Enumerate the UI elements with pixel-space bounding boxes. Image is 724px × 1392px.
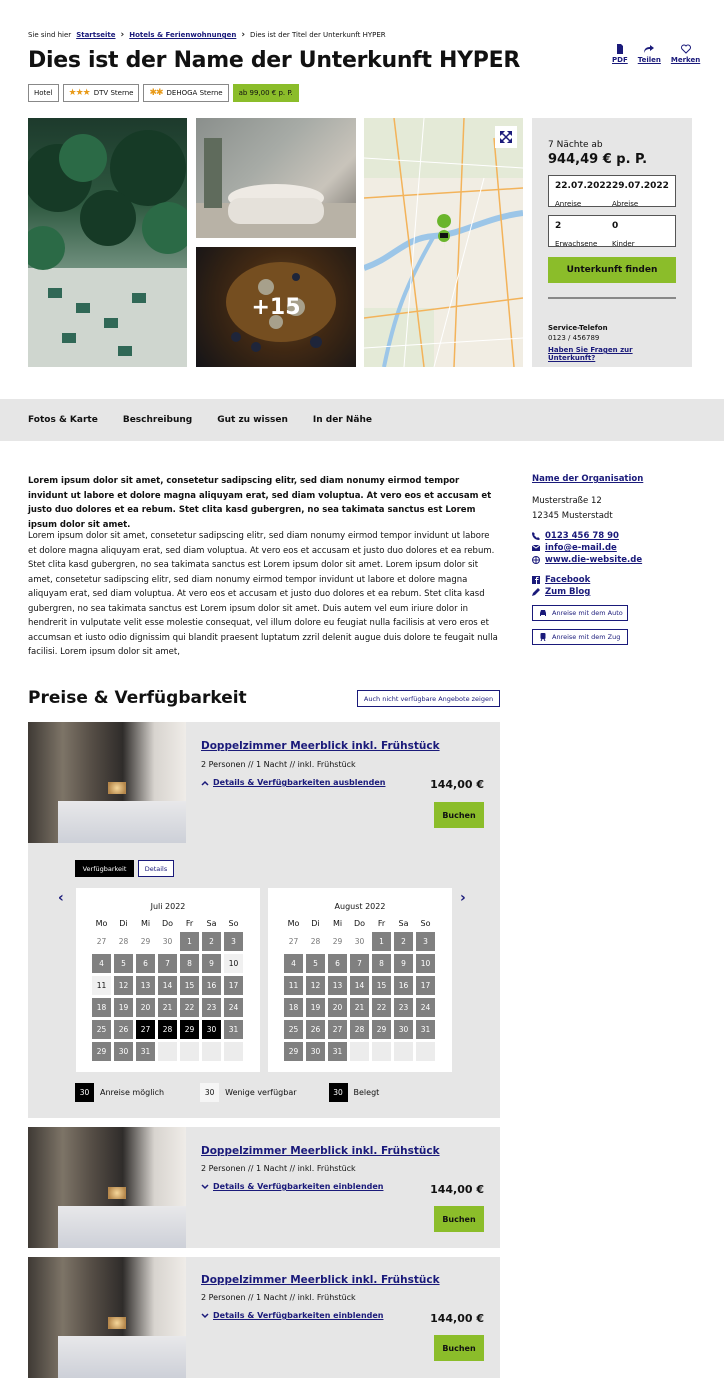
description-text: Lorem ipsum dolor sit amet, consetetur sadipscing elitr, sed diam nonumy eirmod tempor invidunt ut labore et dolore magna aliquyam erat, sed diam voluptua. At vero eos et accusam et justo duo dolores et ea rebum. Stet clita kasd gubergren, no sea takimata sanctus est Lorem ipsum dolor sit amet. Lorem ipsum dolor sit amet, consetetur sadipscing elitr, sed diam nonumy eirmod tempor invidunt ut labore et dolore magna aliquyam erat, sed diam voluptua. At vero eos et accusam et justo duo dolores et ea rebum. Stet clita kasd gubergren, no sea takimata sanctus est Lorem ipsum dolor sit amet. Duis autem vel eum iriure dolor in hendrerit in vulputate velit esse molestie consequat, vel illum dolore eu feugiat nulla facilisis at vero eros et accumsan et iusto odio dignissim qui blandit praesent luptatum zzril delenit augue duis dolore te feugait nulla facilisi. Lorem ipsum dolor sit amet, <box>28 531 498 657</box>
tab-description[interactable]: Beschreibung <box>122 415 193 425</box>
offer-subtitle: 2 Personen // 1 Nacht // inkl. Frühstück <box>201 760 356 769</box>
weekday-label: Di <box>311 919 320 928</box>
book-button[interactable]: Buchen <box>434 802 484 828</box>
children-field[interactable] <box>612 221 669 248</box>
calendar-day[interactable]: 15 <box>372 976 391 995</box>
facebook-link[interactable] <box>532 575 692 585</box>
tab-details[interactable]: Details <box>138 860 174 877</box>
calendar-day <box>180 1042 199 1061</box>
arrival-field[interactable] <box>555 181 612 208</box>
calendar-day: 28 <box>114 932 133 951</box>
calendar-day[interactable]: 21 <box>350 998 369 1017</box>
calendar-day[interactable]: 16 <box>202 976 221 995</box>
organization-card <box>532 474 692 645</box>
legend-booked-label: Belegt <box>353 1088 380 1097</box>
price-badge <box>233 84 299 102</box>
calendar-day[interactable]: 8 <box>180 954 199 973</box>
weekday-label: Mi <box>140 919 151 928</box>
calendar-day <box>224 1042 243 1061</box>
calendar-day[interactable]: 26 <box>114 1020 133 1039</box>
calendar-day[interactable]: 31 <box>416 1020 435 1039</box>
booking-panel <box>532 118 692 367</box>
calendar-day[interactable]: 7 <box>350 954 369 973</box>
calendar-day[interactable]: 14 <box>158 976 177 995</box>
weekday-label: Do <box>161 919 174 928</box>
calendar-day: 28 <box>158 1020 177 1039</box>
calendar-month-title: Juli 2022 <box>150 902 186 911</box>
expand-map-button[interactable] <box>495 126 517 148</box>
guest-picker[interactable] <box>548 215 676 247</box>
calendar-day[interactable]: 6 <box>328 954 347 973</box>
calendar-day: 30 <box>350 932 369 951</box>
bed-shape <box>58 801 186 843</box>
calendar-day[interactable]: 5 <box>306 954 325 973</box>
adults-field[interactable] <box>555 221 612 248</box>
calendar-day[interactable]: 31 <box>136 1042 155 1061</box>
departure-field[interactable] <box>612 181 669 208</box>
facebook-label: Facebook <box>545 575 591 585</box>
calendar-day[interactable]: 1 <box>180 932 199 951</box>
tab-nearby[interactable]: In der Nähe <box>312 415 372 425</box>
share-button[interactable] <box>638 44 661 64</box>
breadcrumb-hotels-link[interactable]: Hotels & Ferienwohnungen <box>129 31 237 39</box>
calendar-day[interactable]: 5 <box>114 954 133 973</box>
weekday-label: Mi <box>332 919 343 928</box>
offer-title-link[interactable]: Doppelzimmer Meerblick inkl. Frühstück <box>201 740 440 752</box>
calendar-day: 27 <box>92 932 111 951</box>
offer-card <box>28 1257 500 1378</box>
calendar-day[interactable]: 4 <box>284 954 303 973</box>
blog-link[interactable] <box>532 587 692 597</box>
globe-icon <box>532 556 540 564</box>
adults-label: Erwachsene <box>555 240 598 248</box>
blog-label: Zum Blog <box>545 587 591 597</box>
calendar-grid <box>92 932 252 1061</box>
gallery-photo-bathtub[interactable] <box>196 118 356 238</box>
offer-price: 144,00 € <box>430 1312 484 1325</box>
calendar-day[interactable]: 2 <box>394 932 413 951</box>
date-picker[interactable] <box>548 175 676 207</box>
calendar-day[interactable]: 23 <box>394 998 413 1017</box>
calendar-day[interactable]: 19 <box>306 998 325 1017</box>
calendar-day[interactable]: 20 <box>136 998 155 1017</box>
weekday-label: Do <box>353 919 366 928</box>
chevron-down-icon <box>201 1313 209 1319</box>
courtyard-illustration <box>28 118 187 367</box>
website-link[interactable] <box>532 555 692 565</box>
prices-heading: Preise & Verfügbarkeit <box>28 688 247 708</box>
weekday-row <box>284 919 452 928</box>
train-icon <box>539 633 547 641</box>
calendar-day: 27 <box>284 932 303 951</box>
expand-icon <box>500 131 512 143</box>
address <box>532 494 692 523</box>
chevron-right-icon: › <box>120 30 125 40</box>
more-photos-count[interactable]: +15 <box>196 247 356 367</box>
calendar-day[interactable]: 26 <box>306 1020 325 1039</box>
weekday-row <box>92 919 260 928</box>
arrival-label: Anreise <box>555 200 582 208</box>
calendar-day[interactable]: 21 <box>158 998 177 1017</box>
offer-details-toggle[interactable] <box>201 1182 383 1191</box>
calendar-day[interactable]: 15 <box>180 976 199 995</box>
room-photo[interactable] <box>28 1257 186 1378</box>
calendar-day[interactable]: 9 <box>394 954 413 973</box>
breadcrumb-prefix: Sie sind hier <box>28 31 72 39</box>
type-badge-label: Hotel <box>34 89 53 97</box>
book-button[interactable]: Buchen <box>434 1206 484 1232</box>
children-label: Kinder <box>612 240 635 248</box>
tab-availability[interactable]: Verfügbarkeit <box>75 860 134 877</box>
calendar-day[interactable]: 22 <box>372 998 391 1017</box>
dehoga-badge <box>143 84 228 102</box>
calendar-day <box>158 1042 177 1061</box>
offer-toggle-label: Details & Verfügbarkeiten einblenden <box>213 1182 384 1191</box>
offer-toggle-label: Details & Verfügbarkeiten ausblenden <box>213 778 386 787</box>
share-label: Teilen <box>637 56 661 64</box>
dtv-label: DTV Sterne <box>93 89 134 97</box>
departure-date: 29.07.2022 <box>612 181 669 191</box>
calendar-day[interactable]: 30 <box>394 1020 413 1039</box>
calendar-next-button[interactable] <box>460 890 466 906</box>
calendar-day[interactable]: 9 <box>202 954 221 973</box>
calendar-day[interactable]: 29 <box>284 1042 303 1061</box>
calendar-day[interactable]: 23 <box>202 998 221 1017</box>
calendar-day <box>394 1042 413 1061</box>
calendar-day: 29 <box>180 1020 199 1039</box>
calendar-day[interactable]: 19 <box>114 998 133 1017</box>
offer-details-toggle[interactable] <box>201 1311 383 1320</box>
divider <box>548 297 676 299</box>
calendar-day: 29 <box>328 932 347 951</box>
weekday-label: Sa <box>206 919 217 928</box>
offer-title-link[interactable]: Doppelzimmer Meerblick inkl. Frühstück <box>201 1145 440 1157</box>
phone-label: 0123 456 78 90 <box>545 531 619 541</box>
calendar-day[interactable]: 11 <box>284 976 303 995</box>
gallery-photo-breakfast[interactable] <box>196 247 356 367</box>
section-tabs <box>0 399 724 441</box>
calendar-day[interactable]: 6 <box>136 954 155 973</box>
arrival-date: 22.07.2022 <box>555 181 612 191</box>
intro-text: Lorem ipsum dolor sit amet, consetetur sadipscing elitr, sed diam nonumy eirmod tempor invidunt ut labore et dolore magna aliquyam erat, sed diam voluptua. At vero eos et accusam et justo duo dolores et ea rebum. Stet clita kasd gubergren, no sea takimata sanctus est Lorem ipsum dolor sit amet. <box>28 476 492 530</box>
questions-link[interactable]: Haben Sie Fragen zur Unterkunft? <box>548 346 633 362</box>
room-photo[interactable] <box>28 1127 186 1248</box>
tab-photos-map[interactable]: Fotos & Karte <box>28 415 98 425</box>
calendar-day <box>416 1042 435 1061</box>
email-link[interactable] <box>532 543 692 553</box>
pdf-icon <box>615 44 625 54</box>
calendar-day: 27 <box>136 1020 155 1039</box>
tab-good-to-know[interactable]: Gut zu wissen <box>217 415 288 425</box>
calendar-day: 30 <box>202 1020 221 1039</box>
chevron-right-icon: › <box>460 890 466 906</box>
room-photo[interactable] <box>28 722 186 843</box>
calendar-prev-button[interactable] <box>58 890 64 906</box>
price-badge-label: ab 99,00 € p. P. <box>238 89 293 97</box>
calendar-day[interactable]: 13 <box>328 976 347 995</box>
children-count: 0 <box>612 221 619 231</box>
weekday-label: Mo <box>95 919 108 928</box>
save-label: Merken <box>670 56 701 64</box>
legend-available-label: Anreise möglich <box>100 1088 165 1097</box>
calendar-day[interactable]: 14 <box>350 976 369 995</box>
calendar-day[interactable]: 25 <box>92 1020 111 1039</box>
show-unavailable-button[interactable]: Auch nicht verfügbare Angebote zeigen <box>357 690 500 707</box>
phone-link[interactable] <box>532 531 692 541</box>
type-badge <box>28 84 59 102</box>
facebook-icon <box>532 576 540 584</box>
calendar-day[interactable]: 8 <box>372 954 391 973</box>
calendar-day[interactable]: 4 <box>92 954 111 973</box>
calendar-day[interactable]: 31 <box>328 1042 347 1061</box>
book-button[interactable]: Buchen <box>434 1335 484 1361</box>
legend-few-label: Wenige verfügbar <box>225 1088 297 1097</box>
calendar-day: 30 <box>158 932 177 951</box>
calendar-day[interactable]: 24 <box>416 998 435 1017</box>
calendar-day[interactable]: 3 <box>416 932 435 951</box>
lamp-shape <box>108 1317 126 1329</box>
calendar-legend <box>75 1083 379 1102</box>
car-icon <box>539 609 547 617</box>
bed-shape <box>58 1206 186 1248</box>
weekday-label: Mo <box>287 919 300 928</box>
calendar-day[interactable]: 27 <box>328 1020 347 1039</box>
chevron-up-icon <box>201 780 209 786</box>
calendar-day[interactable]: 30 <box>114 1042 133 1061</box>
lamp-shape <box>108 1187 126 1199</box>
gallery-photo-courtyard[interactable] <box>28 118 187 367</box>
calendar-day: 28 <box>306 932 325 951</box>
calendar-day[interactable]: 31 <box>224 1020 243 1039</box>
offer-card <box>28 1127 500 1248</box>
breadcrumb-current: Dies ist der Titel der Unterkunft HYPER <box>250 31 386 39</box>
calendar-day[interactable]: 30 <box>306 1042 325 1061</box>
breadcrumb-home-link[interactable]: Startseite <box>76 31 116 39</box>
car-directions-button[interactable] <box>532 605 628 621</box>
calendar-day <box>350 1042 369 1061</box>
lamp-shape <box>108 782 126 794</box>
star-icon: ★★★ <box>68 88 90 98</box>
service-phone: 0123 / 456789 <box>548 334 600 342</box>
bed-shape <box>58 1336 186 1378</box>
calendar-day[interactable]: 29 <box>372 1020 391 1039</box>
car-directions-label: Anreise mit dem Auto <box>552 609 623 617</box>
email-label: info@e-mail.de <box>545 543 617 553</box>
calendar-day[interactable]: 12 <box>306 976 325 995</box>
calendar-day[interactable]: 10 <box>416 954 435 973</box>
weekday-label: Fr <box>185 919 194 928</box>
breadcrumb <box>28 30 386 40</box>
calendar-day[interactable]: 29 <box>92 1042 111 1061</box>
calendar-day[interactable]: 24 <box>224 998 243 1017</box>
calendar-grid <box>284 932 444 1061</box>
chevron-down-icon <box>201 1184 209 1190</box>
badges <box>28 84 299 102</box>
train-directions-button[interactable] <box>532 629 628 645</box>
calendar-month <box>76 888 260 1072</box>
offer-subtitle: 2 Personen // 1 Nacht // inkl. Frühstück <box>201 1164 356 1173</box>
calendar-day[interactable]: 25 <box>284 1020 303 1039</box>
dehoga-label: DEHOGA Sterne <box>166 89 223 97</box>
chevron-right-icon: › <box>241 30 246 40</box>
adults-count: 2 <box>555 221 562 231</box>
calendar-day <box>202 1042 221 1061</box>
address-city: 12345 Musterstadt <box>532 510 613 521</box>
weekday-label: Fr <box>377 919 386 928</box>
calendar-day[interactable]: 17 <box>224 976 243 995</box>
train-directions-label: Anreise mit dem Zug <box>552 633 621 641</box>
calendar-day[interactable]: 3 <box>224 932 243 951</box>
nights-label: 7 Nächte ab <box>548 140 603 150</box>
heart-icon <box>681 44 691 54</box>
weekday-label: So <box>420 919 431 928</box>
calendar-day[interactable]: 1 <box>372 932 391 951</box>
calendar-day <box>372 1042 391 1061</box>
page-actions <box>612 44 700 64</box>
organization-name-link[interactable]: Name der Organisation <box>532 474 644 484</box>
calendar-day[interactable]: 20 <box>328 998 347 1017</box>
calendar-day[interactable]: 10 <box>224 954 243 973</box>
website-label: www.die-website.de <box>545 555 643 565</box>
calendar-day[interactable]: 17 <box>416 976 435 995</box>
pencil-icon <box>532 588 540 596</box>
page-title: Dies ist der Name der Unterkunft HYPER <box>28 48 520 73</box>
star-icon: ✱✱ <box>149 88 163 98</box>
calendar-day[interactable]: 18 <box>284 998 303 1017</box>
total-price: 944,49 € p. P. <box>548 152 648 167</box>
weekday-label: So <box>228 919 239 928</box>
calendar-day[interactable]: 22 <box>180 998 199 1017</box>
offer-title-link[interactable]: Doppelzimmer Meerblick inkl. Frühstück <box>201 1274 440 1286</box>
save-button[interactable] <box>671 44 700 64</box>
service-title: Service-Telefon <box>548 324 608 332</box>
dtv-badge <box>63 84 140 102</box>
share-icon <box>644 44 654 54</box>
address-street: Musterstraße 12 <box>532 496 602 506</box>
offer-price: 144,00 € <box>430 1183 484 1196</box>
calendar-day[interactable]: 2 <box>202 932 221 951</box>
chevron-left-icon: ‹ <box>58 890 64 906</box>
calendar-day[interactable]: 18 <box>92 998 111 1017</box>
offer-toggle-label: Details & Verfügbarkeiten einblenden <box>213 1311 384 1320</box>
calendar-day: 29 <box>136 932 155 951</box>
calendar-day[interactable]: 16 <box>394 976 413 995</box>
calendar-day[interactable]: 13 <box>136 976 155 995</box>
calendar-month <box>268 888 452 1072</box>
pdf-button[interactable] <box>612 44 628 64</box>
legend-swatch-available: 30 <box>75 1083 94 1102</box>
legend-swatch-booked: 30 <box>329 1083 348 1102</box>
departure-label: Abreise <box>612 200 639 208</box>
calendar-day[interactable]: 28 <box>350 1020 369 1039</box>
calendar-day[interactable]: 7 <box>158 954 177 973</box>
map[interactable] <box>364 118 523 367</box>
map-illustration <box>364 118 523 367</box>
phone-icon <box>532 532 540 540</box>
weekday-label: Di <box>119 919 128 928</box>
bathtub-illustration <box>196 118 356 238</box>
mail-icon <box>532 544 540 552</box>
weekday-label: Sa <box>398 919 409 928</box>
offer-details-toggle[interactable] <box>201 778 385 787</box>
pdf-label: PDF <box>612 56 628 64</box>
legend-swatch-few: 30 <box>200 1083 219 1102</box>
calendar-day[interactable]: 11 <box>92 976 111 995</box>
offer-subtitle: 2 Personen // 1 Nacht // inkl. Frühstück <box>201 1293 356 1302</box>
calendar-month-title: August 2022 <box>334 902 386 911</box>
service-info <box>548 315 676 362</box>
calendar-day[interactable]: 12 <box>114 976 133 995</box>
offer-price: 144,00 € <box>430 778 484 791</box>
find-accommodation-button[interactable]: Unterkunft finden <box>548 257 676 283</box>
